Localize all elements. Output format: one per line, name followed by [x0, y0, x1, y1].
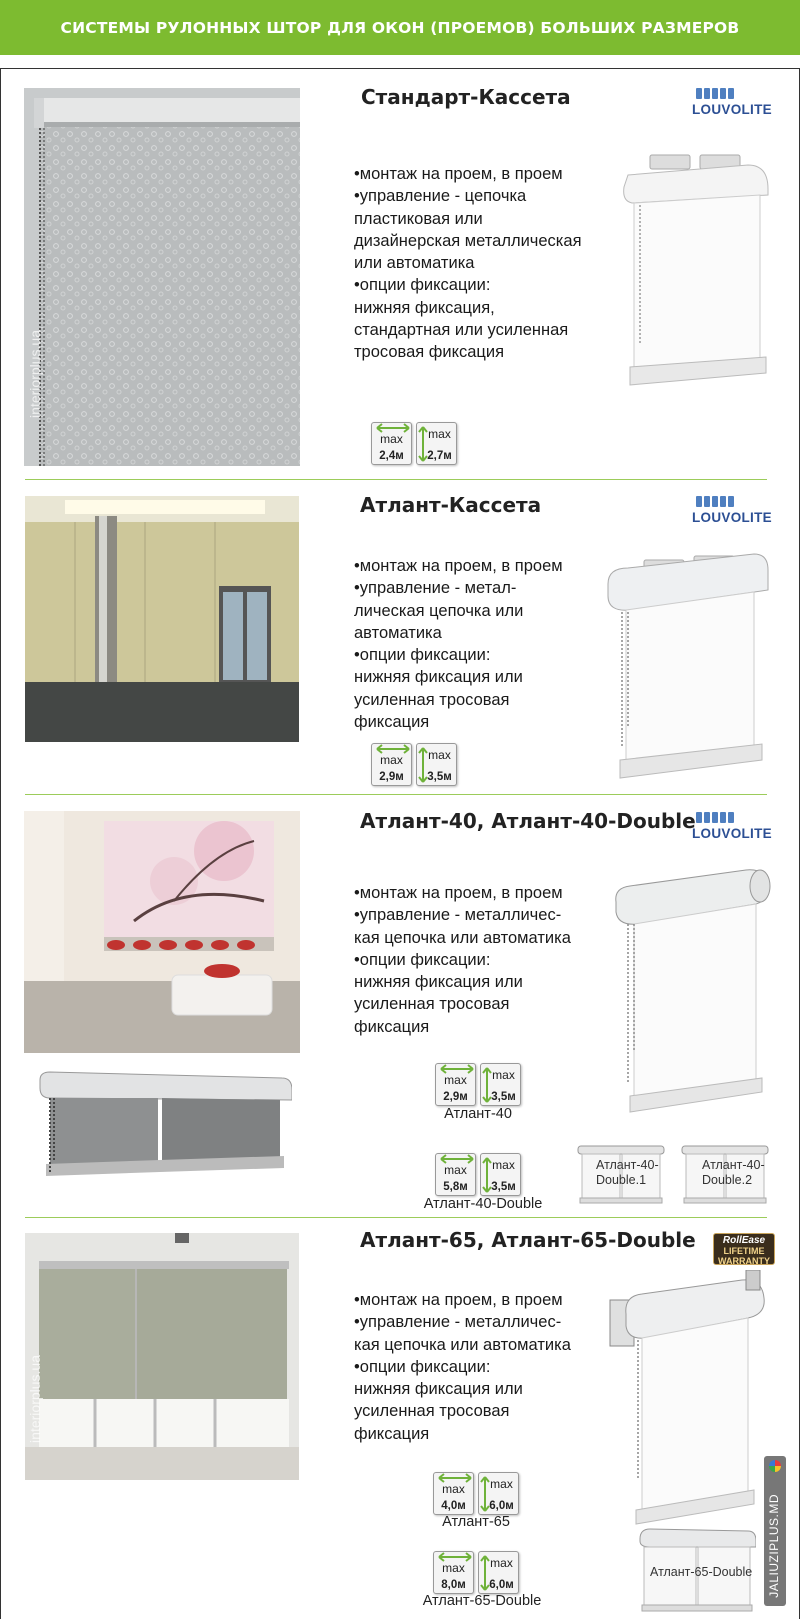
product-image-atlant-cassette	[604, 548, 770, 788]
size-badges	[435, 1063, 521, 1106]
spec-caption: Атлант-40	[444, 1106, 512, 1122]
photo-standart-cassette	[24, 88, 300, 466]
section-title: Атлант-40, Атлант-40-Double	[360, 809, 696, 833]
max-height-badge: max 6,0м	[478, 1472, 519, 1515]
photo-atlant-40	[24, 811, 300, 1053]
louvolite-logo-icon	[696, 88, 782, 99]
flower-logo-icon	[769, 1460, 781, 1472]
max-width-badge: max 2,9м	[371, 743, 412, 786]
watermark: interiorplus.ua	[27, 1355, 43, 1443]
page-title: СИСТЕМЫ РУЛОННЫХ ШТОР ДЛЯ ОКОН (ПРОЕМОВ) БОЛЬШИХ РАЗМЕРОВ	[60, 18, 740, 37]
double-variant-1: Атлант-40-Double.1	[576, 1142, 666, 1206]
louvolite-logo: LOUVOLITE	[692, 88, 782, 124]
section-description: •монтаж на проем, в проем •управление - цепочка пластиковая или дизайнерская металлическая или автоматика •опции фиксации: нижняя фиксация, стандартная или усиленная тросовая фиксация	[354, 165, 582, 362]
section-description: •монтаж на проем, в проем •управление - металличес- кая цепочка или автоматика •опции фиксации: нижняя фиксация или усиленная тросовая фиксация	[354, 884, 571, 1036]
max-width-badge: max 2,4м	[371, 422, 412, 465]
section-separator	[25, 1217, 767, 1218]
max-width-badge: max 4,0м	[433, 1472, 474, 1515]
section-title: Стандарт-Кассета	[361, 85, 571, 109]
max-width-badge: max 5,8м	[435, 1153, 476, 1196]
max-height-badge: max 2,7м	[416, 422, 457, 465]
watermark: interiorplus.ua	[27, 330, 43, 418]
spec-caption: Атлант-65-Double	[422, 1593, 542, 1609]
product-image-atlant-40	[610, 862, 772, 1116]
max-height-badge: max 3,5м	[480, 1063, 521, 1106]
max-height-badge: max 3,5м	[480, 1153, 521, 1196]
section-separator	[25, 794, 767, 795]
section-description: •монтаж на проем, в проем •управление - металличес- кая цепочка или автоматика •опции фиксации: нижняя фиксация или усиленная тросовая фиксация	[354, 1291, 571, 1443]
size-badges	[435, 1153, 521, 1196]
section-title: Атлант-65, Атлант-65-Double	[360, 1228, 696, 1252]
max-width-badge: max 2,9м	[435, 1063, 476, 1106]
rollease-warranty-logo: RollEase LIFETIME WARRANTY	[713, 1233, 775, 1265]
page-header	[0, 0, 800, 55]
max-height-badge: max 3,5м	[416, 743, 457, 786]
photo-atlant-65	[25, 1233, 299, 1480]
section-title: Атлант-Кассета	[360, 493, 542, 517]
louvolite-logo-icon	[696, 496, 782, 507]
size-badges	[371, 422, 457, 465]
product-image-atlant-65	[606, 1270, 766, 1526]
double-variant-2: Атлант-40-Double.2	[680, 1142, 770, 1206]
max-width-badge: max 8,0м	[433, 1551, 474, 1594]
louvolite-logo-icon	[696, 812, 782, 823]
section-separator	[25, 479, 767, 480]
jaliuziplus-badge: JALIUZIPLUS.MD	[764, 1456, 786, 1606]
product-image-atlant-65-double	[636, 1525, 756, 1613]
size-badges	[371, 743, 457, 786]
double-label: Атлант-65-Double	[650, 1565, 753, 1579]
louvolite-logo: LOUVOLITE	[692, 496, 782, 532]
photo-atlant-40-double	[36, 1068, 292, 1176]
size-badges	[433, 1551, 519, 1594]
louvolite-logo: LOUVOLITE	[692, 812, 782, 848]
size-badges	[433, 1472, 519, 1515]
spec-caption: Атлант-65	[442, 1514, 510, 1530]
section-description: •монтаж на проем, в проем •управление - метал- лическая цепочка или автоматика •опции фиксации: нижняя фиксация или усиленная тросовая фиксация	[354, 557, 563, 732]
spec-caption: Атлант-40-Double	[423, 1196, 543, 1212]
product-image-standart-cassette	[620, 145, 770, 390]
max-height-badge: max 6,0м	[478, 1551, 519, 1594]
photo-atlant-cassette	[25, 496, 299, 742]
